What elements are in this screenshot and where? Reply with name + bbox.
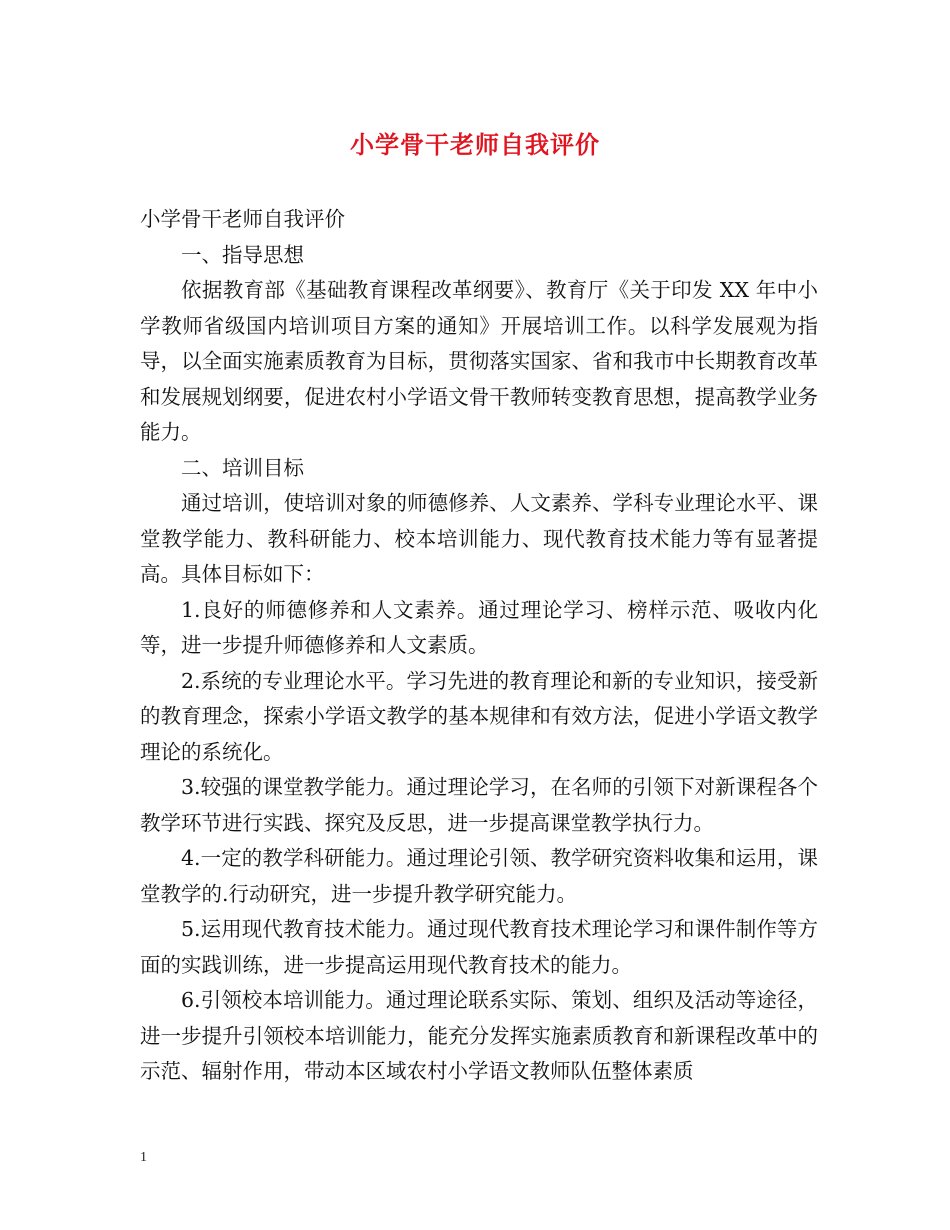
goal-item-5: 5.运用现代教育技术能力。通过现代教育技术理论学习和课件制作等方面的实践训练，进一步提高运用现代教育技术的能力。 xyxy=(140,917,818,977)
goal-item-1: 1.良好的师德修养和人文素养。通过理论学习、榜样示范、吸收内化等，进一步提升师德修养和人文素质。 xyxy=(140,597,818,657)
section-heading-training-goals: 二、培训目标 xyxy=(181,455,304,480)
goal-item-4: 4.一定的教学科研能力。通过理论引领、教学研究资料收集和运用，课堂教学的.行动研究，进一步提升教学研究能力。 xyxy=(140,846,818,906)
section-heading-guiding-thought: 一、指导思想 xyxy=(181,242,304,267)
page-number: 1 xyxy=(140,1150,147,1165)
goal-item-2: 2.系统的专业理论水平。学习先进的教育理论和新的专业知识，接受新的教育理念，探索小学语文教学的基本规律和有效方法，促进小学语文教学理论的系统化。 xyxy=(140,668,818,764)
goal-item-3: 3.较强的课堂教学能力。通过理论学习，在名师的引领下对新课程各个教学环节进行实践、探究及反思，进一步提高课堂教学执行力。 xyxy=(140,775,818,835)
document-body xyxy=(140,202,818,1090)
paragraph-training-goals: 通过培训，使培训对象的师德修养、人文素养、学科专业理论水平、课堂教学能力、教科研能力、校本培训能力、现代教育技术能力等有显著提高。具体目标如下： xyxy=(140,491,818,586)
document-title: 小学骨干老师自我评价 xyxy=(350,130,600,159)
paragraph-guiding-thought: 依据教育部《基础教育课程改革纲要》、教育厅《关于印发 XX 年中小学教师省级国内培训项目方案的通知》开展培训工作。以科学发展观为指导，以全面实施素质教育为目标，贯彻落实国家、省和我市中长期教育改革和发展规划纲要，促进农村小学语文骨干教师转变教育思想，提高教学业务能力。 xyxy=(140,278,818,444)
body-heading: 小学骨干老师自我评价 xyxy=(140,207,345,231)
goal-item-6: 6.引领校本培训能力。通过理论联系实际、策划、组织及活动等途径，进一步提升引领校本培训能力，能充分发挥实施素质教育和新课程改革中的示范、辐射作用，带动本区域农村小学语文教师队伍整体素质 xyxy=(140,988,818,1083)
